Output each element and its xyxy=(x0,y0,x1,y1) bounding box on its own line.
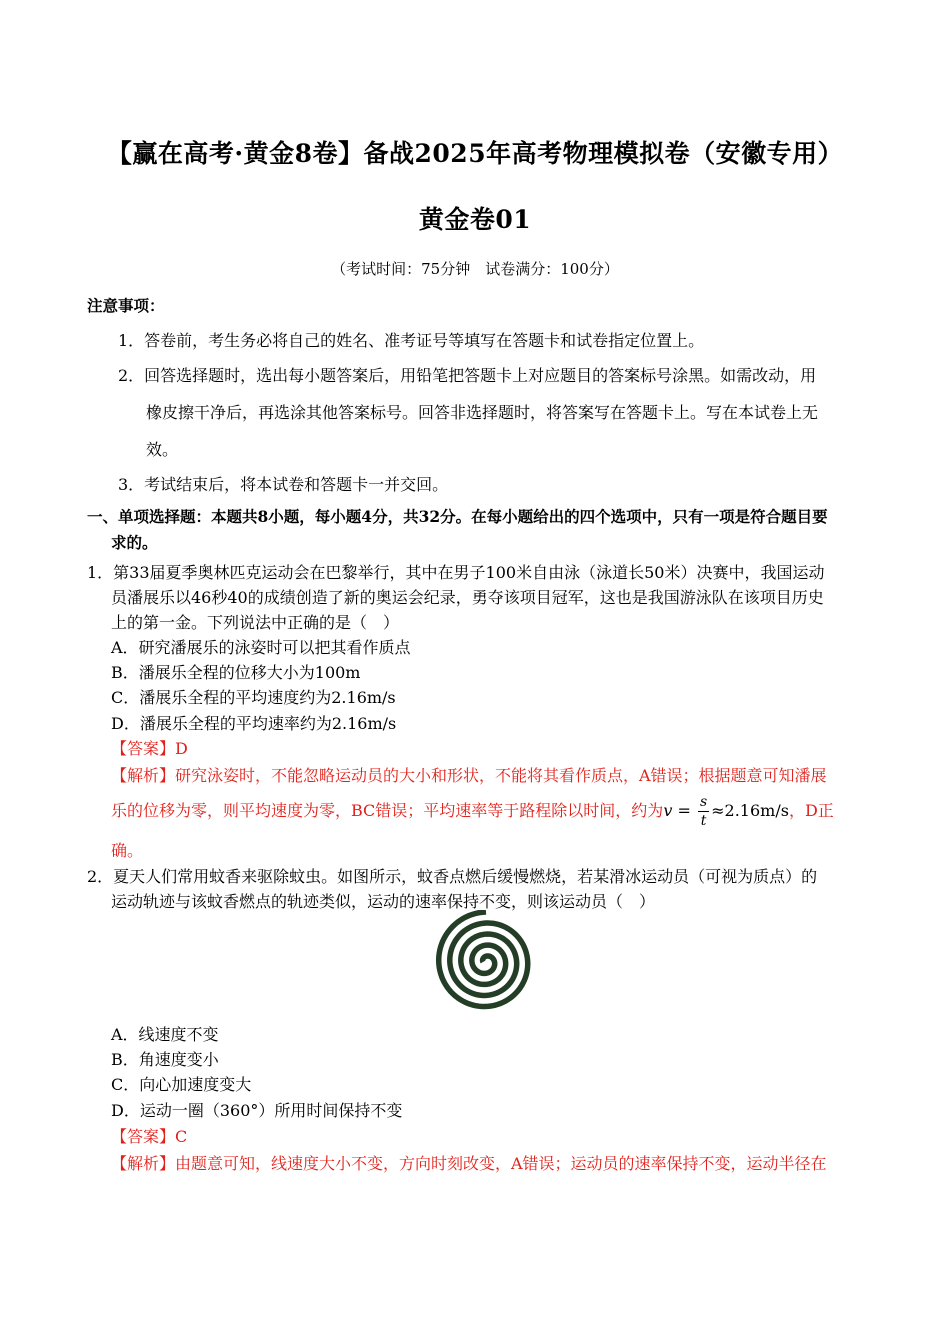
section-heading-cont: 求的。 xyxy=(111,533,158,552)
q2-option-d: D．运动一圈（360°）所用时间保持不变 xyxy=(111,1101,403,1120)
q1-answer: 【答案】D xyxy=(111,739,188,758)
q2-stem-line-1: 2．夏天人们常用蚊香来驱除蚊虫。如图所示，蚊香点燃后缓慢燃烧，若某滑冰运动员（可视为质点）的 xyxy=(87,867,818,886)
formula-numerator: s xyxy=(699,794,708,810)
notice-item-1: 1．答卷前，考生务必将自己的姓名、准考证号等填写在答题卡和试卷指定位置上。 xyxy=(118,331,705,350)
q1-stem-line-2: 员潘展乐以46秒40的成绩创造了新的奥运会纪录，勇夺该项目冠军，这也是我国游泳队在该项目历史 xyxy=(111,588,824,607)
average-speed-formula xyxy=(663,794,789,829)
q2-option-b: B．角速度变小 xyxy=(111,1050,219,1069)
q1-stem-line-3: 上的第一金。下列说法中正确的是（ ） xyxy=(111,613,400,632)
page-subtitle: 黄金卷01 xyxy=(418,205,532,234)
notice-heading: 注意事项： xyxy=(87,296,165,315)
notice-item-2: 2．回答选择题时，选出每小题答案后，用铅笔把答题卡上对应题目的答案标号涂黑。如需改动，用 xyxy=(118,366,817,385)
page-title: 【赢在高考·黄金8卷】备战2025年高考物理模拟卷（安徽专用） xyxy=(106,139,844,168)
q1-analysis-text: 乐的位移为零，则平均速度为零，BC错误；平均速率等于路程除以时间，约为 xyxy=(111,801,664,820)
exam-info: （考试时间：75分钟 试卷满分：100分） xyxy=(331,260,619,278)
formula-denominator: t xyxy=(700,813,707,829)
q1-analysis-line-2 xyxy=(111,793,834,830)
formula-result: ≈2.16m/s xyxy=(711,801,789,820)
formula-v: v xyxy=(663,801,673,820)
q1-option-a: A．研究潘展乐的泳姿时可以把其看作质点 xyxy=(111,638,411,657)
q2-answer: 【答案】C xyxy=(111,1127,188,1146)
spiral-path xyxy=(439,912,528,1007)
formula-equals: = xyxy=(672,801,696,820)
q2-analysis-line-1: 【解析】由题意可知，线速度大小不变，方向时刻改变，A错误；运动员的速率保持不变，运动半径在 xyxy=(111,1154,827,1173)
notice-item-2-cont: 橡皮擦干净后，再选涂其他答案标号。回答非选择题时，将答案写在答题卡上。写在本试卷上无 xyxy=(146,403,819,422)
notice-item-3: 3．考试结束后，将本试卷和答题卡一并交回。 xyxy=(118,475,449,494)
q1-stem-line-1: 1．第33届夏季奥林匹克运动会在巴黎举行，其中在男子100米自由泳（泳道长50米）决赛中，我国运动 xyxy=(87,563,825,582)
q2-stem-line-2: 运动轨迹与该蚊香燃点的轨迹类似，运动的速率保持不变，则该运动员（ ） xyxy=(111,892,656,911)
q1-option-c: C．潘展乐全程的平均速度约为2.16m/s xyxy=(111,688,396,707)
q1-analysis-line-3: 确。 xyxy=(111,841,144,860)
q1-analysis-text-end: ，D正 xyxy=(788,801,834,820)
mosquito-coil-figure xyxy=(430,910,546,1016)
q1-option-b: B．潘展乐全程的位移大小为100m xyxy=(111,663,361,682)
formula-fraction xyxy=(698,793,709,830)
mosquito-coil-spiral-icon xyxy=(430,910,546,1016)
q2-option-a: A．线速度不变 xyxy=(111,1025,219,1044)
q2-option-c: C．向心加速度变大 xyxy=(111,1075,252,1094)
section-heading: 一、单项选择题：本题共8小题，每小题4分，共32分。在每小题给出的四个选项中，只有一项是符合题目要 xyxy=(87,507,828,526)
q1-option-d: D．潘展乐全程的平均速率约为2.16m/s xyxy=(111,714,397,733)
notice-item-2-cont2: 效。 xyxy=(146,440,179,459)
q1-analysis-line-1: 【解析】研究泳姿时，不能忽略运动员的大小和形状，不能将其看作质点，A错误；根据题意可知潘展 xyxy=(111,766,827,785)
